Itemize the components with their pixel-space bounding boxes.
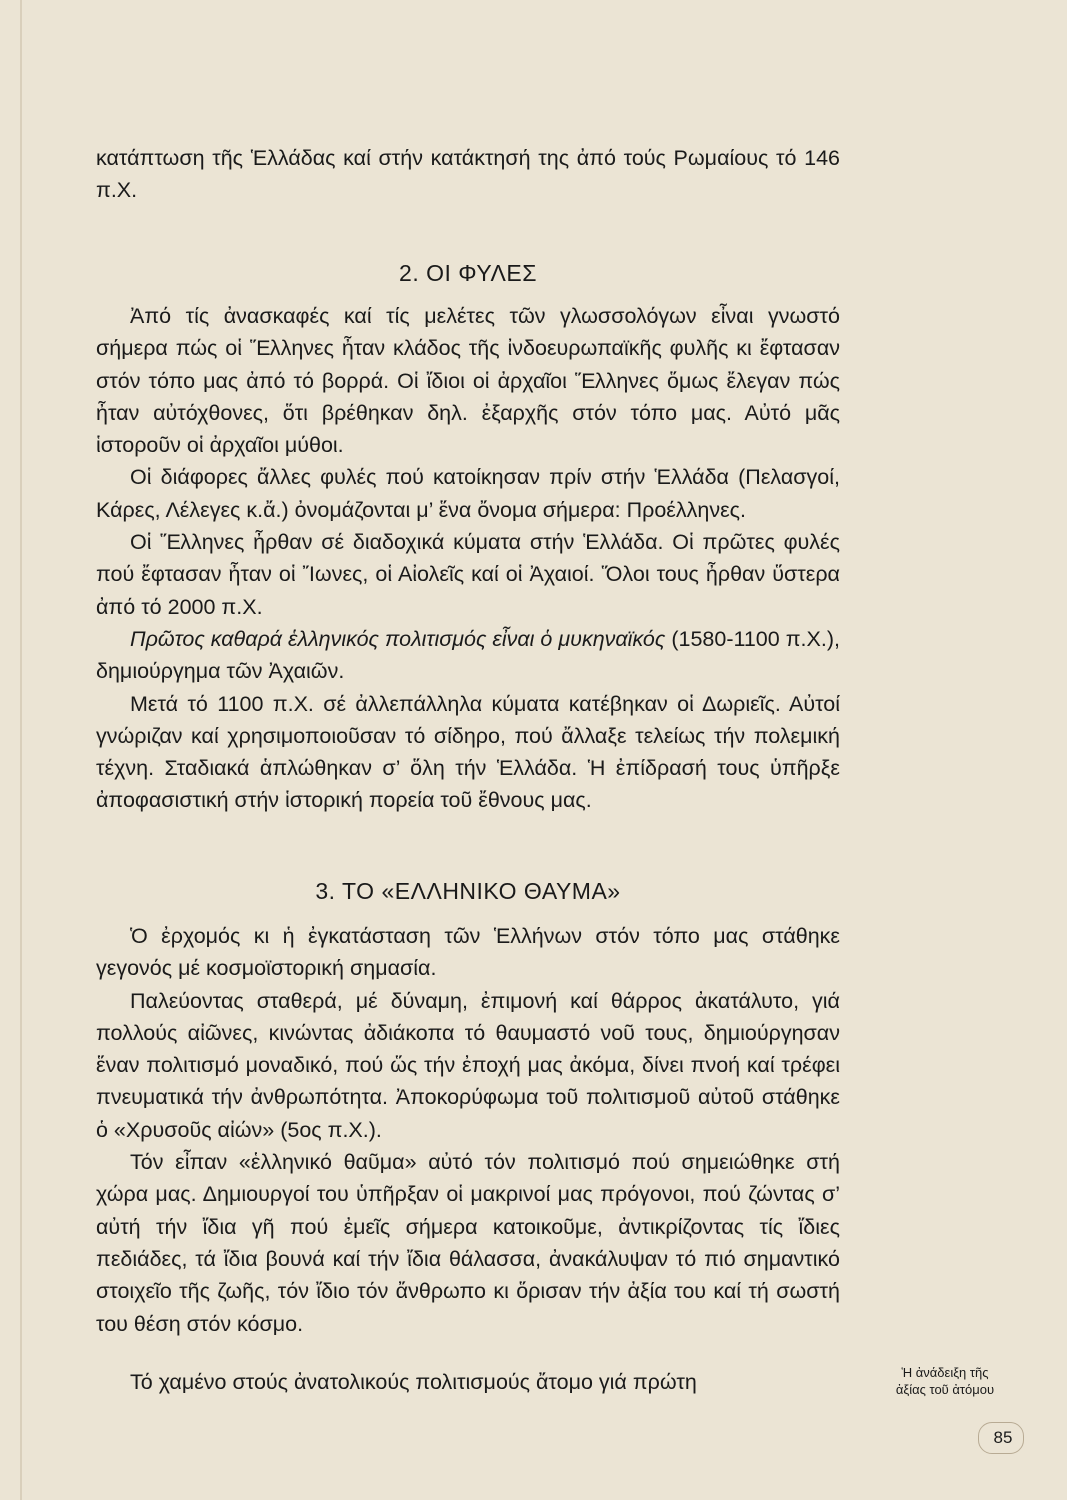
margin-note xyxy=(870,1364,1020,1398)
page-number: 85 xyxy=(993,1428,1013,1447)
section-2-paragraph: Οἱ Ἕλληνες ἦρθαν σέ διαδοχικά κύματα στήν Ἑλλάδα. Οἱ πρῶτες φυλές πού ἔφτασαν ἦταν οἱ Ἴωνες, οἱ Αἰολεῖς καί οἱ Ἀχαιοί. Ὅλοι τους ἦρθαν ὕστερα ἀπό τό 2000 π.Χ. xyxy=(96,530,840,619)
section-2-italic-paragraph xyxy=(96,623,840,688)
section-2-paragraph: Μετά τό 1100 π.Χ. σέ ἀλλεπάλληλα κύματα κατέβηκαν οἱ Δωριεῖς. Αὐτοί γνώριζαν καί χρησιμοποιοῦσαν τό σίδηρο, πού ἄλλαξε τελείως τήν πολεμική τέχνη. Σταδιακά ἁπλώθηκαν σ’ ὅλη τήν Ἑλλάδα. Ἡ ἐπίδρασή τους ὑπῆρξε ἀποφασιστική στήν ἱστορική πορεία τοῦ ἔθνους μας. xyxy=(96,691,840,813)
section-2-heading: 2. ΟΙ ΦΥΛΕΣ xyxy=(399,260,537,286)
section-3-body xyxy=(96,920,840,1340)
closing-line: Τό χαμένο στούς ἀνατολικούς πολιτισμούς ἄτομο γιά πρώτη xyxy=(130,1370,697,1394)
section-2-paragraph: Οἱ διάφορες ἄλλες φυλές πού κατοίκησαν πρίν στήν Ἑλλάδα (Πελασγοί, Κάρες, Λέλεγες κ.ἄ.) ὀνομάζονται μ’ ἕνα ὄνομα σήμερα: Προέλληνες. xyxy=(96,465,840,522)
section-2-paragraph: Ἀπό τίς ἀνασκαφές καί τίς μελέτες τῶν γλωσσολόγων εἶναι γνωστό σήμερα πώς οἱ Ἕλληνες ἦταν κλάδος τῆς ἰνδοευρωπαϊκῆς φυλῆς κι ἔφτασαν στόν τόπο μας ἀπό τό βορρά. Οἱ ἴδιοι οἱ ἀρχαῖοι Ἕλληνες ὅμως ἔλεγαν πώς ἦταν αὐτόχθονες, ὅτι βρέθηκαν δηλ. ἐξαρχῆς στόν τόπο μας. Αὐτό μᾶς ἱστοροῦν οἱ ἀρχαῖοι μύθοι. xyxy=(96,304,840,458)
section-3-paragraph: Παλεύοντας σταθερά, μέ δύναμη, ἐπιμονή καί θάρρος ἀκατάλυτο, γιά πολλούς αἰῶνες, κινώντας ἀδιάκοπα τό θαυμαστό νοῦ τους, δημιούργησαν ἕναν πολιτισμό μοναδικό, πού ὥς τήν ἐποχή μας ἀκόμα, δίνει πνοή καί τρέφει πνευματικά τήν ἀνθρωπότητα. Ἀποκορύφωμα τοῦ πολιτισμοῦ αὐτοῦ στάθηκε ὁ «Χρυσοῦς αἰών» (5ος π.Χ.). xyxy=(96,988,840,1142)
intro-paragraph: κατάπτωση τῆς Ἑλλάδας καί στήν κατάκτησή της ἀπό τούς Ρωμαίους τό 146 π.Χ. xyxy=(96,146,840,203)
closing-text xyxy=(96,1366,840,1398)
margin-note-line: Ἡ ἀνάδειξη τῆς xyxy=(901,1365,989,1380)
italic-statement: Πρῶτος καθαρά ἑλληνικός πολιτισμός εἶναι ὁ μυκηναϊκός xyxy=(130,626,666,651)
section-2-body xyxy=(96,300,840,817)
italic-statement-rest: (1580-1100 π.Χ.), δημιούργημα τῶν Ἀχαιῶν. xyxy=(96,626,840,684)
binding-gutter xyxy=(20,0,22,1500)
section-3-heading: 3. ΤΟ «ΕΛΛΗΝΙΚΟ ΘΑΥΜΑ» xyxy=(315,878,621,904)
section-3-paragraph: Τόν εἶπαν «ἑλληνικό θαῦμα» αὐτό τόν πολιτισμό πού σημειώθηκε στή χώρα μας. Δημιουργοί του ὑπῆρξαν οἱ μακρινοί μας πρόγονοι, πού ζώντας σ’ αὐτή τήν ἴδια γῆ πού ἐμεῖς σήμερα κατοικοῦμε, ἀντικρίζοντας τίς ἴδιες πεδιάδες, τά ἴδια βουνά καί τήν ἴδια θάλασσα, ἀνακάλυψαν τό πιό σημαντικό στοιχεῖο τῆς ζωῆς, τόν ἴδιο τόν ἄνθρωπο κι ὅρισαν τήν ἀξία του καί τή σωστή του θέση στόν κόσμο. xyxy=(96,1150,840,1336)
section-3-paragraph: Ὁ ἐρχομός κι ἡ ἐγκατάσταση τῶν Ἑλλήνων στόν τόπο μας στάθηκε γεγονός μέ κοσμοϊστορική σημασία. xyxy=(96,924,840,981)
margin-note-line: ἀξίας τοῦ ἀτόμου xyxy=(895,1382,995,1397)
intro-text xyxy=(96,142,840,207)
